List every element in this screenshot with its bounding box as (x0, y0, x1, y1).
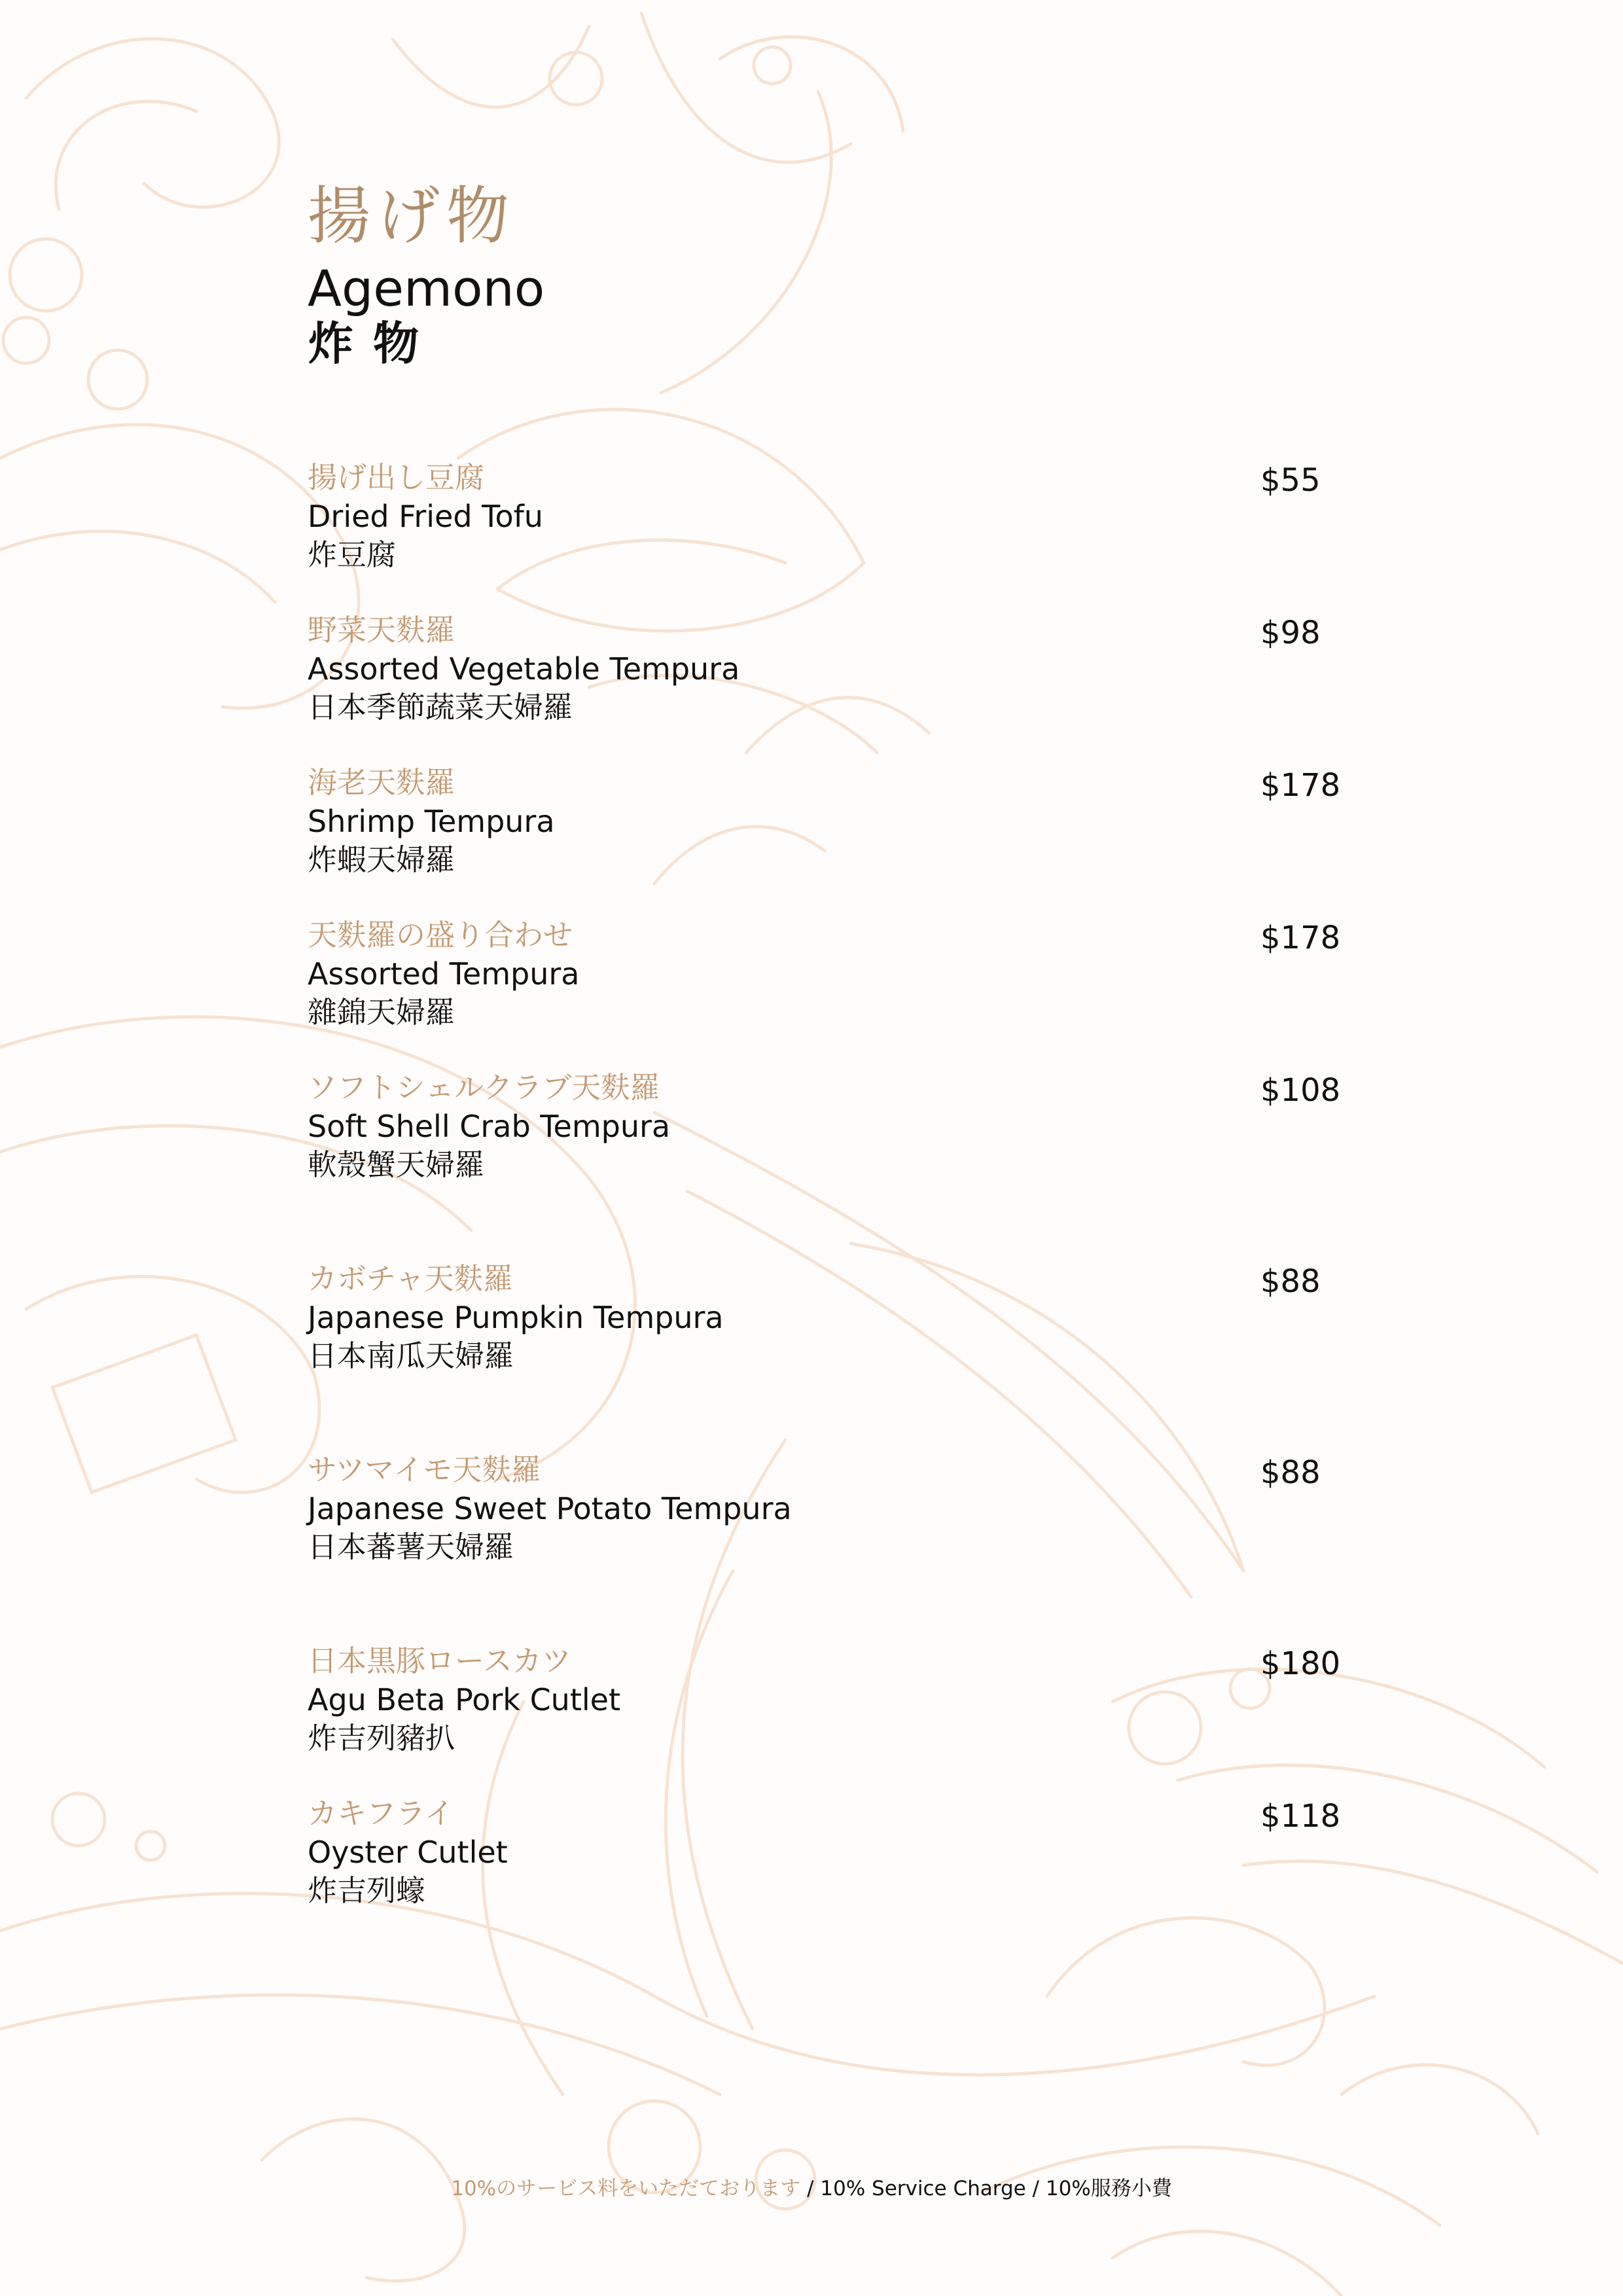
item-name-jp: 野菜天麩羅 (308, 613, 455, 647)
section-title-zh: 炸物 (308, 317, 438, 370)
service-charge-jp: 10%のサービス料をいただております (451, 2177, 801, 2200)
item-name-jp: 日本黒豚ロースカツ (308, 1643, 571, 1678)
section-header (308, 177, 544, 370)
menu-item (308, 1641, 1355, 1772)
item-name-jp: 揚げ出し豆腐 (308, 460, 485, 495)
item-price: $108 (1260, 1072, 1341, 1109)
item-name-jp: カキフライ (308, 1796, 454, 1831)
item-name-zh: 日本南瓜天婦羅 (308, 1338, 514, 1373)
item-name-zh: 炸蝦天婦羅 (308, 842, 455, 877)
section-title-en: Agemono (308, 259, 545, 317)
menu-item (308, 1450, 1355, 1581)
item-name-en: Soft Shell Crab Tempura (308, 1109, 671, 1144)
item-name-zh: 日本季節蔬菜天婦羅 (308, 690, 573, 725)
menu-item (308, 611, 1355, 742)
menu-item (308, 1794, 1355, 1925)
item-name-zh: 雜錦天婦羅 (308, 995, 455, 1030)
item-name-jp: サツマイモ天麩羅 (308, 1452, 541, 1487)
menu-item (308, 916, 1355, 1047)
item-price: $178 (1260, 920, 1341, 956)
item-name-zh: 軟殼蟹天婦羅 (308, 1147, 485, 1182)
item-name-jp: ソフトシェルクラブ天麩羅 (308, 1070, 660, 1105)
menu-item (308, 1259, 1355, 1390)
item-name-en: Agu Beta Pork Cutlet (308, 1682, 620, 1717)
service-charge-note (0, 2172, 1623, 2201)
item-price: $178 (1260, 767, 1341, 804)
service-charge-en-zh: / 10% Service Charge / 10%服務小費 (800, 2177, 1172, 2200)
item-name-en: Assorted Vegetable Tempura (308, 651, 740, 687)
item-name-zh: 炸豆腐 (308, 537, 397, 572)
item-name-en: Japanese Sweet Potato Tempura (308, 1491, 792, 1526)
item-price: $118 (1260, 1798, 1341, 1835)
item-name-en: Japanese Pumpkin Tempura (308, 1300, 724, 1335)
item-price: $88 (1260, 1454, 1321, 1491)
item-name-jp: 天麩羅の盛り合わせ (308, 918, 573, 952)
item-name-en: Oyster Cutlet (308, 1835, 508, 1870)
menu-item (308, 1068, 1355, 1199)
item-name-jp: 海老天麩羅 (308, 765, 455, 800)
section-title-jp: 揚げ物 (308, 179, 516, 253)
item-price: $180 (1260, 1645, 1341, 1682)
item-name-en: Assorted Tempura (308, 956, 580, 992)
item-price: $88 (1260, 1263, 1321, 1300)
item-name-zh: 日本蕃薯天婦羅 (308, 1530, 514, 1564)
item-price: $98 (1260, 615, 1321, 651)
item-name-zh: 炸吉列蠔 (308, 1873, 426, 1908)
menu-item (308, 458, 1355, 589)
item-name-zh: 炸吉列豬扒 (308, 1721, 455, 1755)
menu-item (308, 763, 1355, 894)
item-name-en: Dried Fried Tofu (308, 499, 543, 534)
item-name-en: Shrimp Tempura (308, 804, 555, 839)
item-name-jp: カボチャ天麩羅 (308, 1261, 513, 1296)
item-price: $55 (1260, 462, 1321, 499)
